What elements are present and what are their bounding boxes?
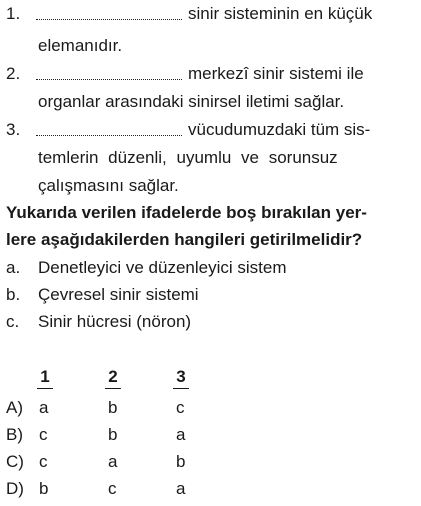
statement-3-number: 3. bbox=[6, 120, 21, 139]
option-b-value-2: b bbox=[108, 425, 118, 444]
statement-2-line2: organlar arasındaki sinirsel iletimi sağlar. bbox=[38, 92, 345, 111]
statement-2-number: 2. bbox=[6, 64, 21, 83]
table-header-3: 3 bbox=[176, 367, 186, 386]
option-a-value-3: c bbox=[176, 398, 185, 417]
statement-2-line1: merkezî sinir sistemi ile bbox=[188, 64, 364, 83]
item-b-letter: b. bbox=[6, 285, 21, 304]
table-header-2-underline bbox=[105, 388, 121, 389]
question-line1: Yukarıda verilen ifadelerde boş bırakılan yer- bbox=[6, 203, 367, 222]
table-header-1: 1 bbox=[40, 367, 50, 386]
option-b-label[interactable]: B) bbox=[6, 425, 23, 444]
option-d-label[interactable]: D) bbox=[6, 479, 24, 498]
option-c-value-2: a bbox=[108, 452, 118, 471]
table-header-2: 2 bbox=[108, 367, 118, 386]
option-c-label[interactable]: C) bbox=[6, 452, 24, 471]
question-line2: lere aşağıdakilerden hangileri getirilmelidir? bbox=[6, 230, 363, 249]
option-d-value-3: a bbox=[176, 479, 186, 498]
statement-1-line2: elemanıdır. bbox=[38, 36, 123, 55]
item-b-text: Çevresel sinir sistemi bbox=[38, 285, 199, 304]
item-c-text: Sinir hücresi (nöron) bbox=[38, 312, 192, 331]
option-c-value-3: b bbox=[176, 452, 186, 471]
table-header-3-underline bbox=[173, 388, 189, 389]
item-a-text: Denetleyici ve düzenleyici sistem bbox=[38, 258, 287, 277]
option-a-value-1: a bbox=[39, 398, 49, 417]
option-a-value-2: b bbox=[108, 398, 118, 417]
statement-3-line2: temlerin düzenli, uyumlu ve sorunsuz bbox=[38, 148, 338, 167]
option-b-value-3: a bbox=[176, 425, 186, 444]
statement-1-line1: sinir sisteminin en küçük bbox=[188, 4, 373, 23]
option-d-value-1: b bbox=[39, 479, 49, 498]
statement-3-line3: çalışmasını sağlar. bbox=[38, 176, 179, 195]
statement-2-blank bbox=[36, 79, 182, 80]
option-d-value-2: c bbox=[108, 479, 117, 498]
option-a-label[interactable]: A) bbox=[6, 398, 23, 417]
statement-1-number: 1. bbox=[6, 4, 21, 23]
statement-3-blank bbox=[36, 135, 182, 136]
option-b-value-1: c bbox=[39, 425, 48, 444]
statement-3-line1: vücudumuzdaki tüm sis- bbox=[188, 120, 371, 139]
statement-1-blank bbox=[36, 19, 182, 20]
table-header-1-underline bbox=[37, 388, 53, 389]
item-c-letter: c. bbox=[6, 312, 20, 331]
item-a-letter: a. bbox=[6, 258, 21, 277]
option-c-value-1: c bbox=[39, 452, 48, 471]
